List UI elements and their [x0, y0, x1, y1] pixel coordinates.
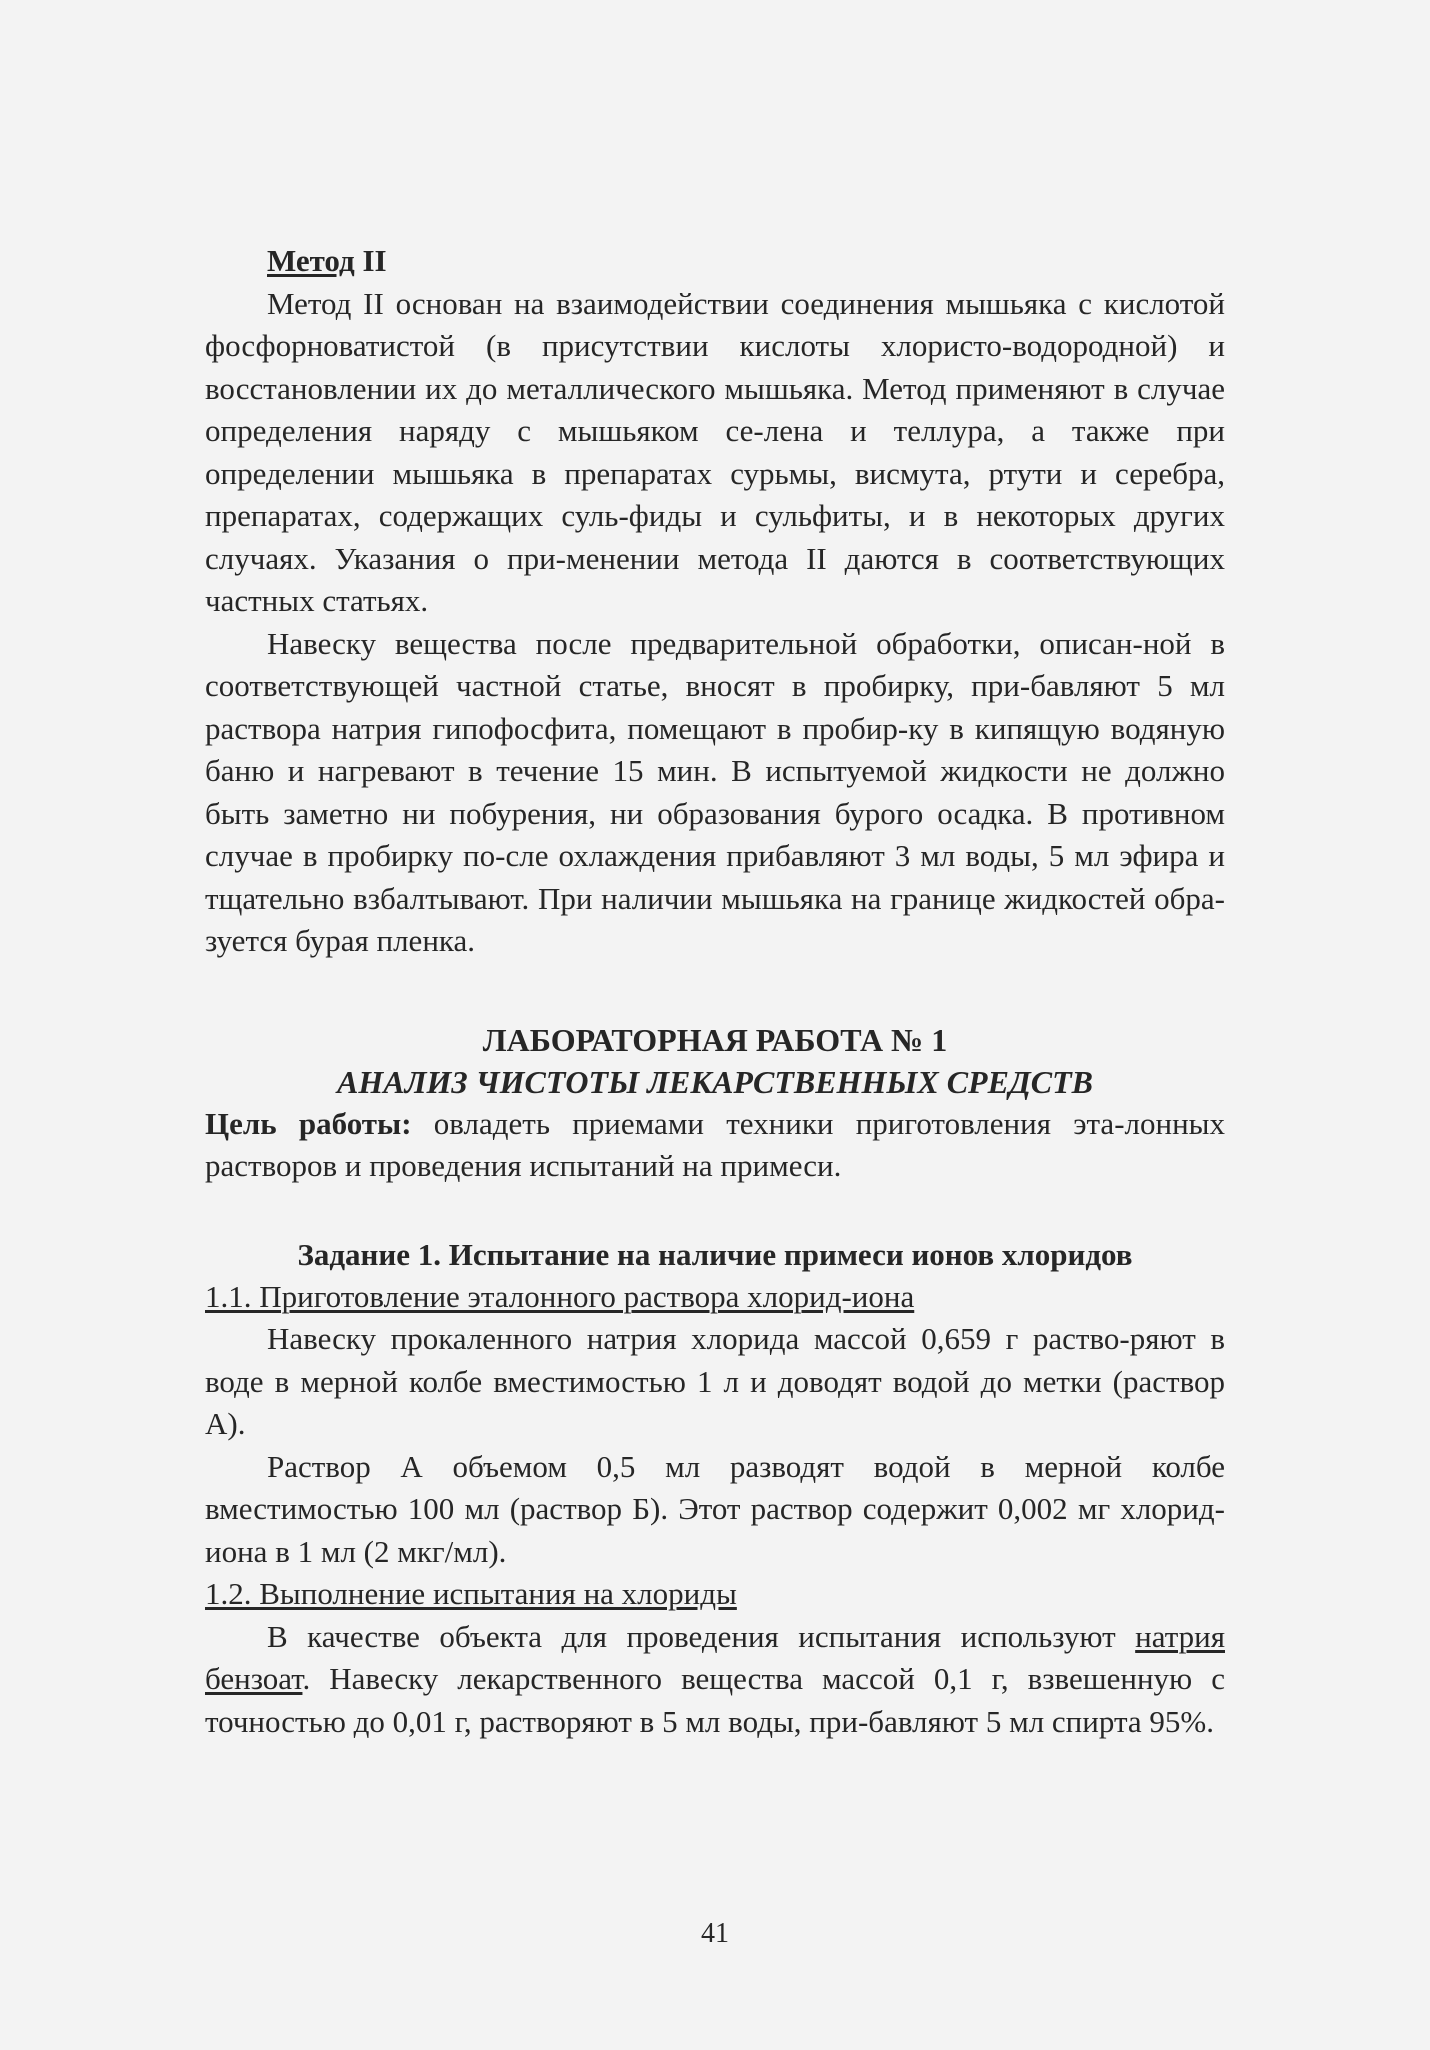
subsection-1-1-paragraph-1: Навеску прокаленного натрия хлорида массой 0,659 г раство-ряют в воде в мерной колбе вместимостью 1 л и доводят водой до метки (раствор А). [205, 1321, 1225, 1441]
substance-name: натрия бензоат [205, 1618, 1225, 1696]
method-heading [267, 240, 1225, 283]
method-heading-numeral: II [362, 243, 387, 278]
lab-title: ЛАБОРАТОРНАЯ РАБОТА № 1 [482, 1021, 948, 1058]
lab-goal-label: Цель работы: [205, 1105, 412, 1141]
page-content [205, 240, 1225, 1743]
lab-goal-text: овладеть приемами техники приготовления эта-лонных растворов и проведения испытаний на примеси. [205, 1105, 1225, 1183]
subsection-1-2-paragraph-1 [205, 1616, 1225, 1744]
subsection-1-1-title: 1.1. Приготовление эталонного раствора хлорид-иона [205, 1278, 915, 1314]
lab-subtitle: АНАЛИЗ ЧИСТОТЫ ЛЕКАРСТВЕННЫХ СРЕДСТВ [336, 1063, 1094, 1100]
subsection-1-2-text-start: В качестве объекта для проведения испытания используют [267, 1618, 1136, 1654]
method-paragraph-2: Навеску вещества после предварительной обработки, описан-ной в соответствующей частной статье, вносят в пробирку, при-бавляют 5 мл раствора натрия гипофосфита, помещают в пробир-ку в кипящую водяную баню и нагревают в течение 15 мин. В испытуемой жидкости не должно быть заметно ни побурения, ни образования бурого осадка. В противном случае в пробирку по-сле охлаждения прибавляют 3 мл воды, 5 мл эфира и тщательно взбалтывают. При наличии мышьяка на границе жидкостей обра-зуется бурая пленка. [205, 625, 1225, 958]
method-heading-label: Метод [267, 243, 355, 278]
task-1-heading: Задание 1. Испытание на наличие примеси ионов хлоридов [297, 1236, 1133, 1272]
subsection-1-2-text-end: . Навеску лекарственного вещества массой 0,1 г, взвешенную с точностью до 0,01 г, растворяют в 5 мл воды, при-бавляют 5 мл спирта 95%. [205, 1661, 1225, 1739]
subsection-1-2-title: 1.2. Выполнение испытания на хлориды [205, 1576, 737, 1611]
method-paragraph-1: Метод II основан на взаимодействии соединения мышьяка с кислотой фосфорноватистой (в присутствии кислоты хлористо-водородной) и восстановлении их до металлического мышьяка. Метод применяют в случае определения наряду с мышьяком се-лена и теллура, а также при определении мышьяка в препаратах сурьмы, висмута, ртути и серебра, препаратах, содержащих суль-фиды и сульфиты, и в некоторых других случаях. Указания о при-менении метода II даются в соответствующих частных статьях. [205, 285, 1225, 618]
subsection-1-1-paragraph-2: Раствор А объемом 0,5 мл разводят водой в мерной колбе вместимостью 100 мл (раствор Б). Этот раствор содержит 0,002 мг хлорид-иона в 1 мл (2 мкг/мл). [205, 1448, 1225, 1569]
page-number: 41 [701, 1918, 729, 1949]
lab-goal [205, 1103, 1225, 1188]
